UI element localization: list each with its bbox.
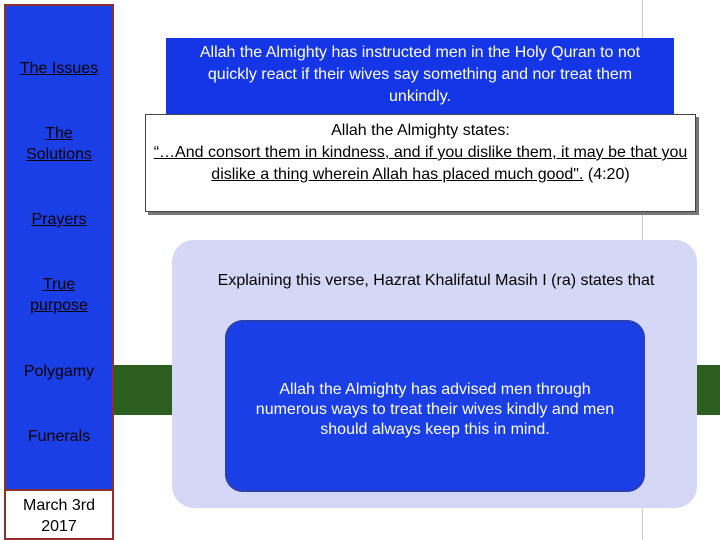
quote-intro: Allah the Almighty states: [331, 122, 510, 139]
explanation-heading: Explaining this verse, Hazrat Khalifatul Masih I (ra) states that [217, 272, 655, 289]
nav-item-prayers[interactable]: Prayers [31, 211, 87, 228]
quote-reference: (4:20) [583, 166, 630, 183]
instruction-text: Allah the Almighty has instructed men in the Holy Quran to not quickly react if their wives say something and nor treat them unkindly. [199, 44, 641, 105]
quote-text: “…And consort them in kindness, and if you dislike them, it may be that you dislike a thing wherein Allah has placed much good". [153, 144, 688, 183]
instruction-box [166, 38, 674, 118]
quote-box [145, 114, 696, 212]
nav-item-funerals[interactable]: Funerals [27, 428, 91, 445]
advice-text: Allah the Almighty has advised men through numerous ways to treat their wives kindly and men should always keep this in mind. [255, 381, 615, 438]
date-label [4, 491, 114, 540]
nav-item-the-issues[interactable]: The Issues [19, 60, 99, 77]
sidebar-nav [4, 4, 114, 491]
quote-body [152, 142, 689, 186]
nav-item-true-purpose[interactable]: True purpose [30, 276, 88, 314]
nav-item-the-solutions[interactable]: The Solutions [26, 125, 92, 163]
nav-item-polygamy[interactable]: Polygamy [23, 363, 95, 380]
date-text: March 3rd 2017 [22, 497, 96, 535]
decorative-green-block-left [114, 365, 172, 415]
